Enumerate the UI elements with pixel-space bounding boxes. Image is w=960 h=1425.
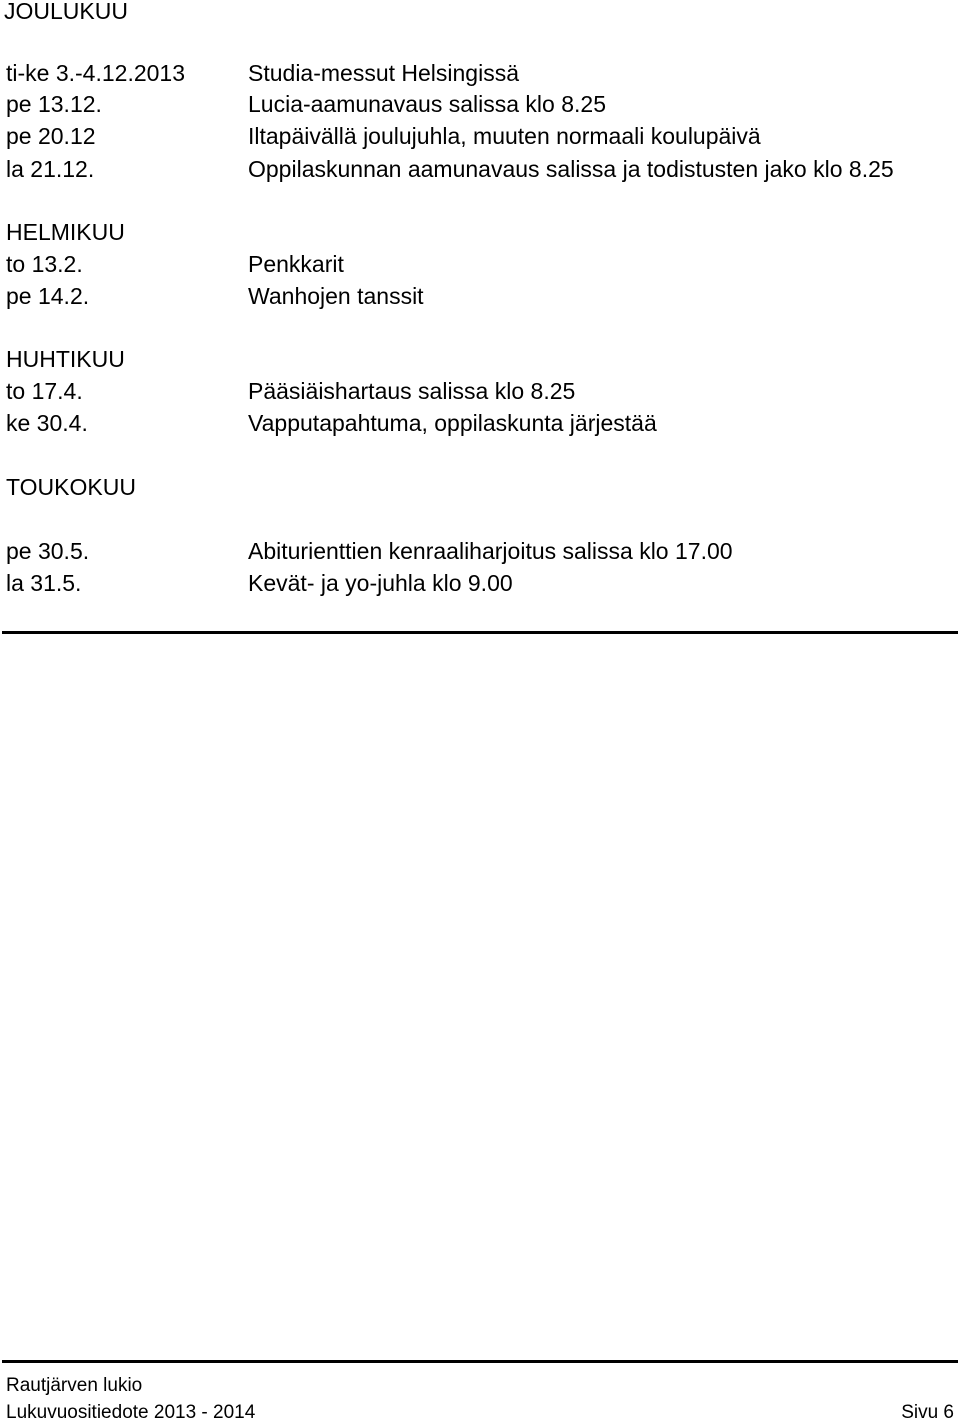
event-date: la 31.5. <box>6 570 82 596</box>
month-heading-huhtikuu: HUHTIKUU <box>6 346 125 372</box>
footer-divider <box>2 1360 958 1363</box>
event-description: Iltapäivällä joulujuhla, muuten normaali koulupäivä <box>248 123 761 149</box>
event-description: Penkkarit <box>248 251 344 277</box>
event-date: la 21.12. <box>6 156 95 182</box>
month-heading-joulukuu: JOULUKUU <box>4 0 128 24</box>
event-description: Oppilaskunnan aamunavaus salissa ja todistusten jako klo 8.25 <box>248 156 894 182</box>
event-description: Kevät- ja yo-juhla klo 9.00 <box>248 570 513 596</box>
event-date: pe 13.12. <box>6 91 102 117</box>
footer-school-name: Rautjärven lukio <box>6 1375 143 1396</box>
event-date: pe 30.5. <box>6 538 90 564</box>
event-description: Pääsiäishartaus salissa klo 8.25 <box>248 378 576 404</box>
event-description: Abiturienttien kenraaliharjoitus salissa klo 17.00 <box>248 538 733 564</box>
month-heading-helmikuu: HELMIKUU <box>6 219 125 245</box>
event-date: ti-ke 3.-4.12.2013 <box>6 60 186 86</box>
event-date: pe 20.12 <box>6 123 96 149</box>
event-description: Lucia-aamunavaus salissa klo 8.25 <box>248 91 606 117</box>
event-description: Wanhojen tanssit <box>248 283 424 309</box>
event-description: Vapputapahtuma, oppilaskunta järjestää <box>248 410 657 436</box>
event-date: to 17.4. <box>6 378 83 404</box>
event-date: ke 30.4. <box>6 410 88 436</box>
event-description: Studia-messut Helsingissä <box>248 60 520 86</box>
footer-page-number: Sivu 6 <box>901 1402 954 1423</box>
content-divider <box>2 631 958 634</box>
event-date: pe 14.2. <box>6 283 90 309</box>
event-date: to 13.2. <box>6 251 83 277</box>
month-heading-toukokuu: TOUKOKUU <box>6 474 136 500</box>
footer-publication-title: Lukuvuositiedote 2013 - 2014 <box>6 1402 256 1423</box>
